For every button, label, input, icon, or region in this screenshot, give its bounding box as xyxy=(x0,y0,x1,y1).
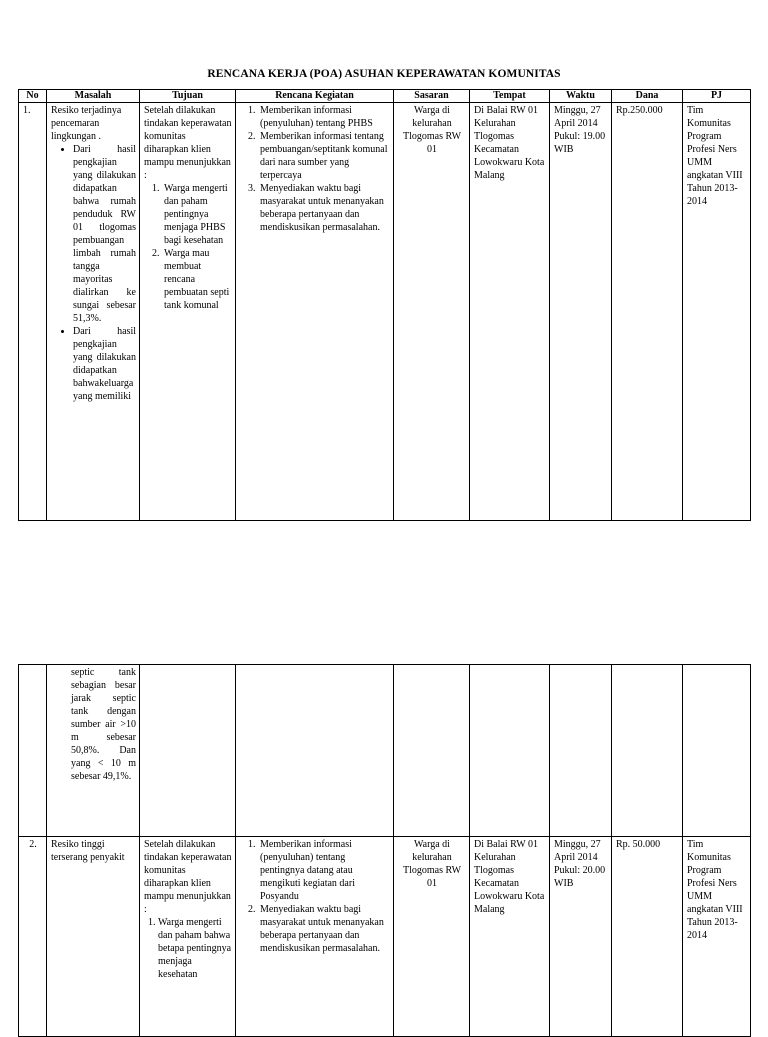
header-pj: PJ xyxy=(683,90,751,103)
row2-no: 2. xyxy=(19,837,47,1037)
table-header-row xyxy=(19,90,751,103)
row1-masalah-continued: septic tank sebagian besar jarak septic tank dengan sumber air >10 m sebesar 50,8%. Dan yang < 10 m sebesar 49,1%. xyxy=(47,665,140,837)
row2-kegiatan-item: 2. Menyediakan waktu bagi masyarakat untuk menanyakan beberapa pertanyaan dan mendiskusikan permasalahan. xyxy=(258,903,390,955)
row1-masalah xyxy=(47,103,140,521)
row2-tempat: Di Balai RW 01 Kelurahan Tlogomas Kecamatan Lowokwaru Kota Malang xyxy=(470,837,550,1037)
row2-sasaran: Warga di kelurahan Tlogomas RW 01 xyxy=(394,837,470,1037)
row1-tempat: Di Balai RW 01 Kelurahan Tlogomas Kecamatan Lowokwaru Kota Malang xyxy=(470,103,550,521)
row1-pj: Tim Komunitas Program Profesi Ners UMM angkatan VIII Tahun 2013-2014 xyxy=(683,103,751,521)
row1-tujuan-item: 1. Warga mengerti dan paham pentingnya menjaga PHBS bagi kesehatan xyxy=(162,182,232,247)
row2-pj: Tim Komunitas Program Profesi Ners UMM angkatan VIII Tahun 2013-2014 xyxy=(683,837,751,1037)
row1-waktu: Minggu, 27 April 2014 Pukul: 19.00 WIB xyxy=(550,103,612,521)
row1-tujuan-item: 2. Warga mau membuat rencana pembuatan septi tank komunal xyxy=(162,247,232,312)
row2-tujuan-intro: Setelah dilakukan tindakan keperawatan komunitas diharapkan klien mampu menunjukkan : xyxy=(144,839,232,915)
row2-masalah: Resiko tinggi terserang penyakit xyxy=(47,837,140,1037)
row1-masalah-intro: Resiko terjadinya pencemaran lingkungan . xyxy=(51,105,122,142)
row1-dana: Rp.250.000 xyxy=(612,103,683,521)
row1-kegiatan-item: 3. Menyediakan waktu bagi masyarakat untuk menanyakan beberapa pertanyaan dan mendiskusikan permasalahan. xyxy=(258,182,390,234)
header-tujuan: Tujuan xyxy=(140,90,236,103)
header-rencana-kegiatan: Rencana Kegiatan xyxy=(236,90,394,103)
header-sasaran: Sasaran xyxy=(394,90,470,103)
header-waktu: Waktu xyxy=(550,90,612,103)
header-no: No xyxy=(19,90,47,103)
row2-tujuan xyxy=(140,837,236,1037)
row1-kegiatan-item: 1. Memberikan informasi (penyuluhan) tentang PHBS xyxy=(258,104,390,130)
row2-dana: Rp. 50.000 xyxy=(612,837,683,1037)
row2-kegiatan-item: 1. Memberikan informasi (penyuluhan) tentang pentingnya datang atau mengikuti kegiatan dari Posyandu xyxy=(258,838,390,903)
row2-rencana-kegiatan xyxy=(236,837,394,1037)
row1-masalah-bullet: • Dari hasil pengkajian yang dilakukan didapatkan bahwa rumah penduduk RW 01 tlogomas pembuangan limbah rumah tangga mayoritas dialirkan ke sungai sebesar 51,3%. xyxy=(73,143,136,325)
row2-waktu: Minggu, 27 April 2014 Pukul: 20.00 WIB xyxy=(550,837,612,1037)
row1-sasaran: Warga di kelurahan Tlogomas RW 01 xyxy=(394,103,470,521)
row1-rencana-kegiatan xyxy=(236,103,394,521)
poa-table-page-1 xyxy=(18,89,751,521)
row2-tujuan-item: 1. Warga mengerti dan paham bahwa betapa pentingnya menjaga kesehatan xyxy=(158,916,232,981)
row1-no: 1. xyxy=(19,103,47,521)
header-tempat: Tempat xyxy=(470,90,550,103)
poa-table-page-2 xyxy=(18,664,751,1037)
row1-tujuan-intro: Setelah dilakukan tindakan keperawatan komunitas diharapkan klien mampu menunjukkan : xyxy=(144,105,232,181)
header-dana: Dana xyxy=(612,90,683,103)
table-row xyxy=(19,665,751,837)
table-row xyxy=(19,103,751,521)
row1-kegiatan-item: 2. Memberikan informasi tentang pembuangan/septitank komunal dari nara sumber yang terpercaya xyxy=(258,130,390,182)
header-masalah: Masalah xyxy=(47,90,140,103)
row1-tujuan xyxy=(140,103,236,521)
document-title: RENCANA KERJA (POA) ASUHAN KEPERAWATAN KOMUNITAS xyxy=(207,68,561,80)
row1-masalah-bullet: • Dari hasil pengkajian yang dilakukan didapatkan bahwakeluarga yang memiliki xyxy=(73,325,136,403)
table-row xyxy=(19,837,751,1037)
